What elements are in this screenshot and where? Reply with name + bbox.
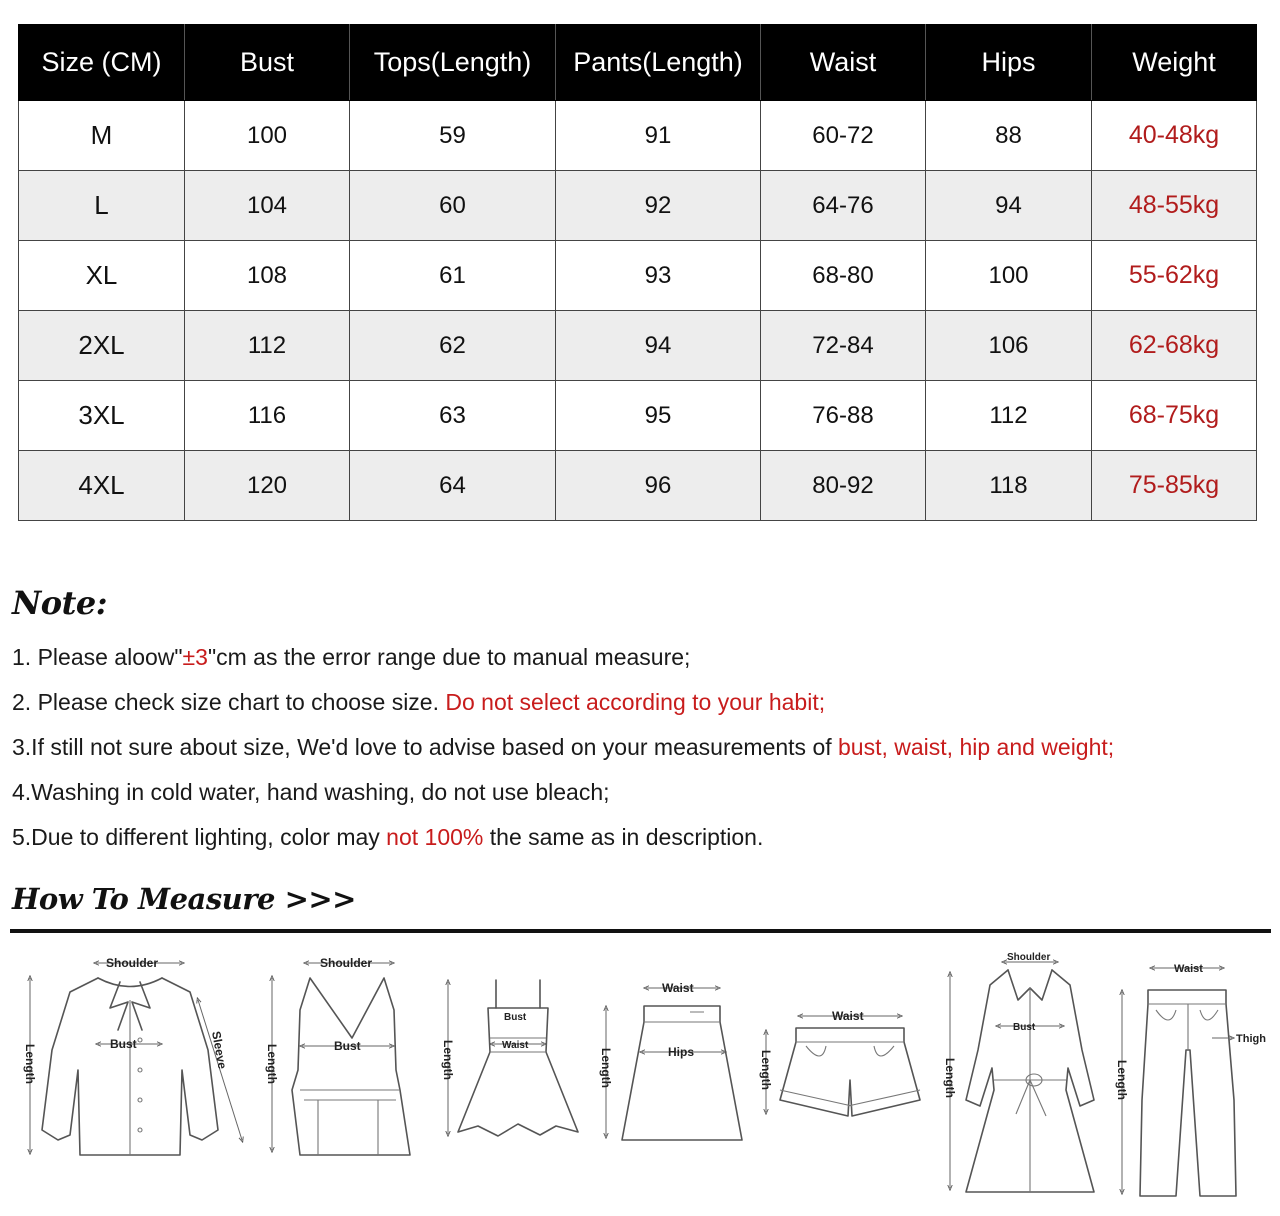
- note-highlight: ±3: [182, 644, 208, 670]
- size-cell: XL: [19, 241, 185, 311]
- waist-cell: 64-76: [761, 171, 926, 241]
- note-item: [12, 818, 1114, 863]
- bust-cell: 112: [185, 311, 350, 381]
- length-label: Length: [1115, 1060, 1129, 1100]
- note-text: "cm as the error range due to manual measure;: [207, 644, 691, 670]
- bust-label: Bust: [1013, 1022, 1036, 1033]
- bust-label: Bust: [110, 1037, 137, 1051]
- table-row: [19, 241, 1257, 311]
- weight-cell: 62-68kg: [1092, 311, 1257, 381]
- trench-coat-icon: [943, 952, 1094, 1192]
- header-pants-length: Pants(Length): [556, 25, 761, 101]
- waist-label: Waist: [502, 1040, 529, 1051]
- length-label: Length: [265, 1044, 279, 1084]
- hips-cell: 106: [926, 311, 1092, 381]
- size-cell: 3XL: [19, 381, 185, 451]
- table-header-row: [19, 25, 1257, 101]
- weight-cell: 48-55kg: [1092, 171, 1257, 241]
- waist-cell: 60-72: [761, 101, 926, 171]
- table-row: [19, 311, 1257, 381]
- note-text: 5.Due to different lighting, color may: [12, 824, 387, 850]
- header-weight: Weight: [1092, 25, 1257, 101]
- thigh-label: Thigh: [1236, 1033, 1266, 1045]
- tops-length-cell: 63: [350, 381, 556, 451]
- weight-cell: 75-85kg: [1092, 451, 1257, 521]
- waist-cell: 76-88: [761, 381, 926, 451]
- length-label: Length: [943, 1058, 957, 1098]
- blouse-icon: [23, 956, 242, 1155]
- size-cell: L: [19, 171, 185, 241]
- bust-cell: 100: [185, 101, 350, 171]
- waist-cell: 68-80: [761, 241, 926, 311]
- shoulder-label: Shoulder: [106, 956, 159, 970]
- pants-length-cell: 91: [556, 101, 761, 171]
- bust-cell: 108: [185, 241, 350, 311]
- hips-cell: 88: [926, 101, 1092, 171]
- table-row: [19, 101, 1257, 171]
- table-row: [19, 451, 1257, 521]
- tops-length-cell: 62: [350, 311, 556, 381]
- tops-length-cell: 59: [350, 101, 556, 171]
- table-row: [19, 171, 1257, 241]
- length-label: Length: [23, 1044, 37, 1084]
- waist-cell: 80-92: [761, 451, 926, 521]
- hips-label: Hips: [668, 1045, 695, 1059]
- note-text: 1. Please aloow": [12, 644, 183, 670]
- pants-length-cell: 92: [556, 171, 761, 241]
- notes-list: [12, 638, 1114, 863]
- sundress-icon: [441, 980, 578, 1136]
- note-text: 4.Washing in cold water, hand washing, do not use bleach;: [12, 779, 610, 805]
- weight-cell: 55-62kg: [1092, 241, 1257, 311]
- skirt-icon: [599, 981, 742, 1140]
- length-label: Length: [599, 1048, 613, 1088]
- note-item: [12, 773, 1114, 818]
- size-chart-table: [18, 24, 1257, 521]
- tops-length-cell: 61: [350, 241, 556, 311]
- waist-label: Waist: [662, 981, 694, 995]
- hips-cell: 100: [926, 241, 1092, 311]
- weight-cell: 68-75kg: [1092, 381, 1257, 451]
- header-size: Size (CM): [19, 25, 185, 101]
- bust-cell: 116: [185, 381, 350, 451]
- bust-cell: 104: [185, 171, 350, 241]
- bust-cell: 120: [185, 451, 350, 521]
- shorts-icon: [759, 1009, 920, 1116]
- note-text: 3.If still not sure about size, We'd love to advise based on your measurements of: [12, 734, 839, 760]
- hips-cell: 118: [926, 451, 1092, 521]
- note-item: [12, 638, 1114, 683]
- bust-label: Bust: [504, 1012, 527, 1023]
- pants-length-cell: 95: [556, 381, 761, 451]
- waist-label: Waist: [832, 1009, 864, 1023]
- note-highlight: not 100%: [386, 824, 484, 850]
- pants-length-cell: 93: [556, 241, 761, 311]
- header-waist: Waist: [761, 25, 926, 101]
- hips-cell: 94: [926, 171, 1092, 241]
- sleeve-label: Sleeve: [209, 1030, 230, 1070]
- note-heading: Note:: [12, 584, 108, 622]
- note-item: [12, 728, 1114, 773]
- shoulder-label: Shoulder: [1007, 952, 1051, 963]
- tank-top-icon: [265, 956, 410, 1155]
- note-item: [12, 683, 1114, 728]
- length-label: Length: [441, 1040, 455, 1080]
- note-highlight: Do not select according to your habit;: [445, 689, 826, 715]
- shoulder-label: Shoulder: [320, 956, 373, 970]
- how-to-measure-heading: How To Measure >>>: [12, 882, 356, 916]
- header-bust: Bust: [185, 25, 350, 101]
- header-tops-length: Tops(Length): [350, 25, 556, 101]
- weight-cell: 40-48kg: [1092, 101, 1257, 171]
- size-cell: M: [19, 101, 185, 171]
- header-hips: Hips: [926, 25, 1092, 101]
- table-row: [19, 381, 1257, 451]
- length-label: Length: [759, 1050, 773, 1090]
- size-cell: 2XL: [19, 311, 185, 381]
- tops-length-cell: 60: [350, 171, 556, 241]
- garment-diagrams-svg: [0, 940, 1280, 1216]
- size-cell: 4XL: [19, 451, 185, 521]
- note-text: the same as in description.: [483, 824, 764, 850]
- section-divider: [10, 929, 1271, 933]
- waist-cell: 72-84: [761, 311, 926, 381]
- bust-label: Bust: [334, 1039, 361, 1053]
- pants-length-cell: 94: [556, 311, 761, 381]
- measurement-diagrams: [0, 940, 1280, 1216]
- pants-icon: [1115, 963, 1266, 1196]
- pants-length-cell: 96: [556, 451, 761, 521]
- note-highlight: bust, waist, hip and weight;: [838, 734, 1115, 760]
- hips-cell: 112: [926, 381, 1092, 451]
- waist-label: Waist: [1174, 963, 1203, 975]
- tops-length-cell: 64: [350, 451, 556, 521]
- note-text: 2. Please check size chart to choose size.: [12, 689, 446, 715]
